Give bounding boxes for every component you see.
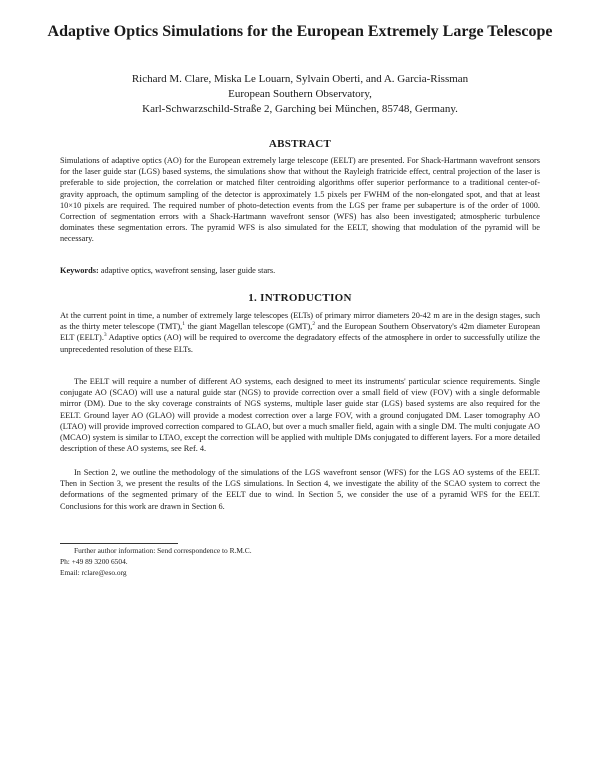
- introduction-heading: 1. INTRODUCTION: [248, 292, 352, 304]
- abstract-text: Simulations of adaptive optics (AO) for the European extremely large telescope (EELT) are presented. For Shack-Hartmann wavefront sensors for the laser guide star (LGS) based systems, the simulations show that without the Rayleigh fratricide effect, central projection of the laser is preferable to side projection, the correlation or matched filter centroiding algorithms offer superior performance to a traditional center-of-gravity approach, the optimum sampling of the detector is approximately 1.5 pixels per FWHM of the non-elongated spot, and that at least 10×10 pixels are required. The required number of photo-detection events from the LGS per frame per subaperture is of the order of 1000. Correction of segmentation errors with a Shack-Hartmann wavefront sensor (WFS) has also been investigated; atmospheric turbulence dominates these segmentation errors. The pyramid WFS is also simulated for the EELT, showing that modulation of the pyramid will be necessary.: [60, 156, 540, 244]
- author-address: Karl-Schwarzschild-Straße 2, Garching bei München, 85748, Germany.: [142, 103, 458, 115]
- citation-ref[interactable]: 3: [103, 332, 107, 339]
- keywords-line: [60, 265, 540, 276]
- footnote-email: Email: rclare@eso.org: [60, 568, 127, 577]
- intro-p1-part-d: Adaptive optics (AO) will be required to overcome the degradatory effects of the atmosphere in order to successfully utilize the unprecedented resolution of these ELTs.: [60, 333, 540, 354]
- intro-paragraph-2: The EELT will require a number of different AO systems, each designed to meet its instruments' particular science requirements. Single conjugate AO (SCAO) will use a natural guide star (NGS) to provide correction over a small field of view (FOV) with a single deformable mirror (DM). Due to the sky coverage constraints of NGS systems, multiple laser guide star (LGS) based systems are also required for the EELT. Ground layer AO (GLAO) will provide a modest correction over a large FOV, with a ground conjugated DM. Laser tomography AO (LTAO) will provide improved correction compared to GLAO, but over a much smaller field, again with a single DM. The multi conjugate AO (MCAO) system is similar to LTAO, except the correction will be applied with multiple DMs conjugated to different layers. For a more detailed description of these AO systems, see Ref. 4.: [60, 377, 540, 454]
- intro-p1-part-b: the giant Magellan telescope (GMT),: [185, 322, 313, 332]
- footnote-correspondence: Further author information: Send correspondence to R.M.C.: [74, 546, 252, 555]
- citation-ref[interactable]: 1: [182, 321, 185, 328]
- keywords-label: Keywords:: [60, 266, 99, 275]
- intro-paragraph-3: In Section 2, we outline the methodology of the simulations of the LGS wavefront sensor (WFS) for the LGS AO systems of the EELT. Then in Section 3, we present the results of the LGS simulations. In Section 4, we investigate the ability of the SCAO system to correct the deformations of the segmented primary of the EELT due to wind. In Section 5, we consider the use of a pyramid WFS for the EELT. Conclusions for this work are drawn in Section 6.: [60, 468, 540, 511]
- footnote-phone: Ph: +49 89 3200 6504.: [60, 557, 128, 566]
- author-affiliation: European Southern Observatory,: [228, 88, 372, 100]
- author-names: Richard M. Clare, Miska Le Louarn, Sylvain Oberti, and A. Garcia-Rissman: [131, 73, 469, 85]
- keywords-text: adaptive optics, wavefront sensing, laser guide stars.: [100, 266, 276, 275]
- intro-p1-part-c: and the European Southern Observatory's 42m diameter European ELT (EELT).: [60, 322, 540, 343]
- paper-title: Adaptive Optics Simulations for the European Extremely Large Telescope: [47, 23, 553, 40]
- abstract-heading: ABSTRACT: [268, 138, 332, 150]
- intro-p1-part-a: At the current point in time, a number of extremely large telescopes (ELTs) of primary mirror diameters 20-42 m are in the design stages, such as the thirty meter telescope (TMT),: [60, 311, 540, 332]
- intro-paragraph-1: [60, 310, 540, 355]
- author-block: [40, 72, 560, 117]
- footnote-rule: [60, 543, 178, 544]
- citation-ref[interactable]: 2: [312, 321, 316, 328]
